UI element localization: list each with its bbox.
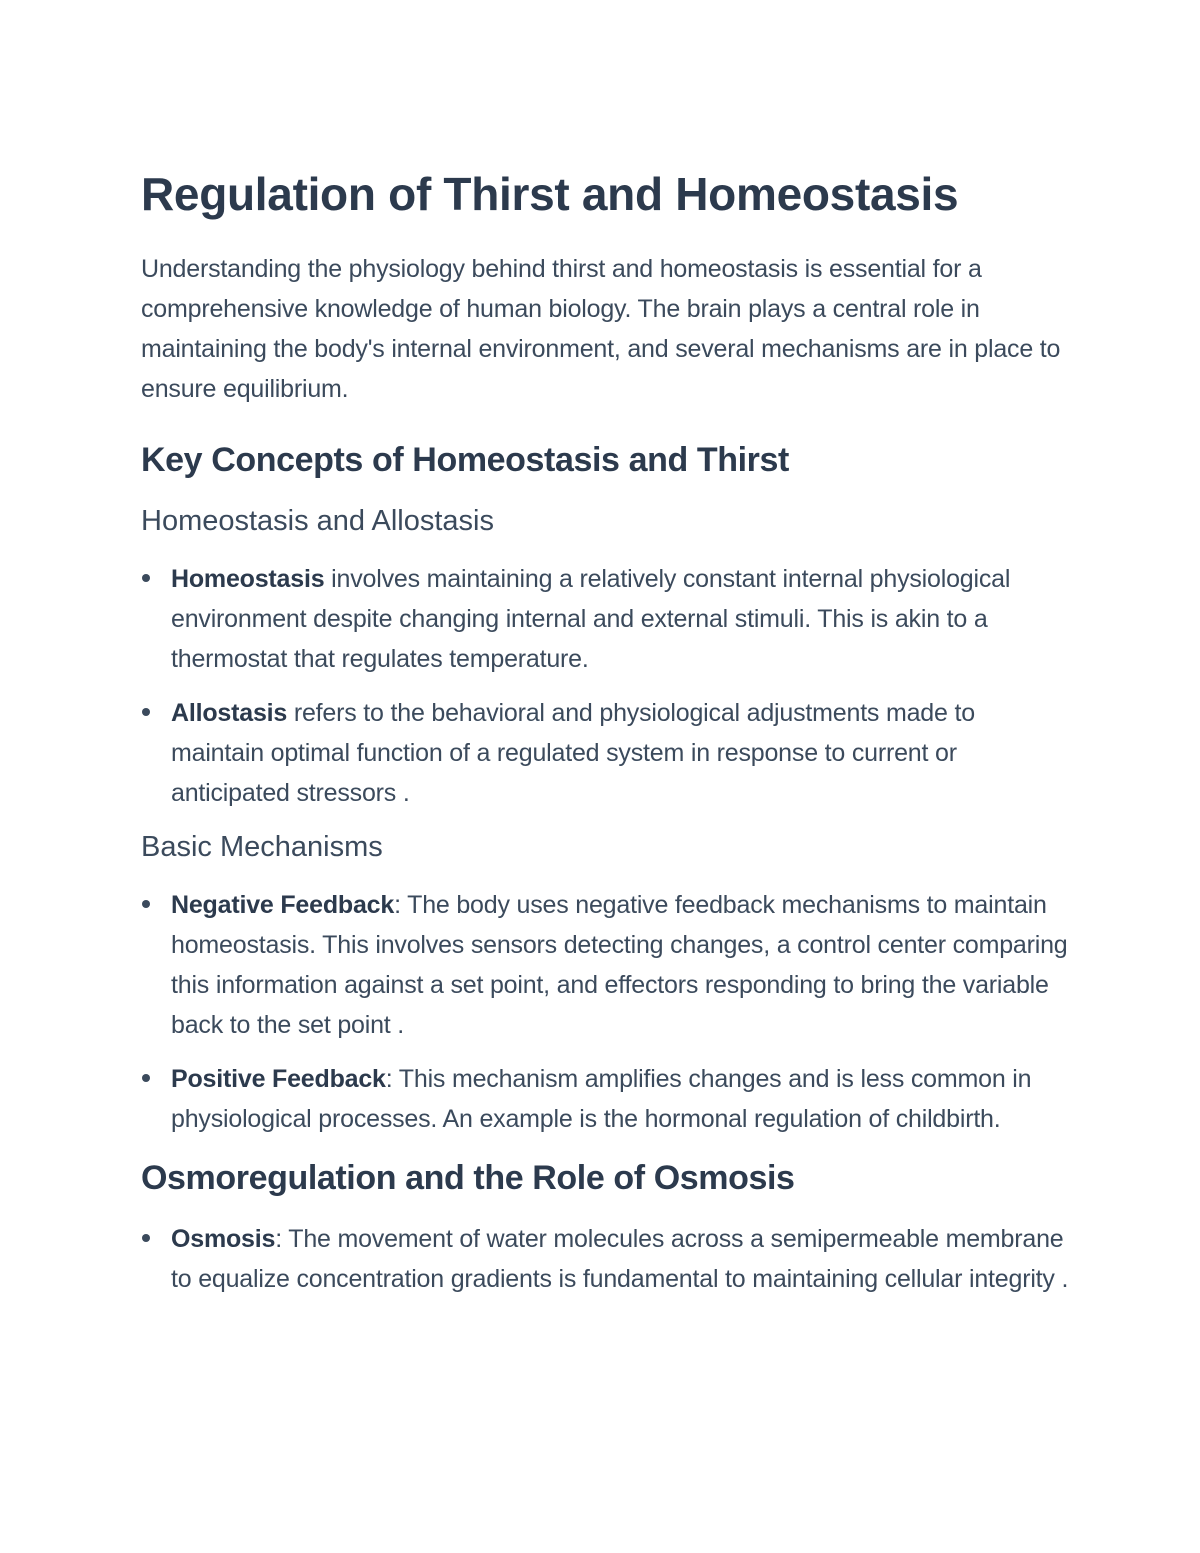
term-label: Allostasis — [171, 699, 288, 727]
subheading-homeostasis-allostasis: Homeostasis and Allostasis — [141, 505, 494, 537]
intro-paragraph: Understanding the physiology behind thirst and homeostasis is essential for a comprehensive knowledge of human biology. The brain plays a central role in maintaining the body's internal environment, and several mechanisms are in place to ensure equilibrium. — [141, 255, 1061, 403]
list-item — [141, 559, 1071, 679]
term-description: refers to the behavioral and physiological adjustments made to maintain optimal function of a regulated system in response to current or anticipated stressors . — [171, 699, 975, 807]
list-homeostasis-allostasis — [141, 559, 1071, 813]
term-description: : The body uses negative feedback mechanisms to maintain homeostasis. This involves sensors detecting changes, a control center comparing this information against a set point, and effectors responding to bring the variable back to the set point . — [171, 891, 1068, 1039]
bullet-icon — [142, 1234, 150, 1242]
list-item — [141, 1219, 1071, 1299]
subheading-basic-mechanisms: Basic Mechanisms — [141, 831, 383, 863]
term-label: Negative Feedback — [171, 891, 395, 919]
bullet-icon — [142, 900, 150, 908]
section-heading-key-concepts: Key Concepts of Homeostasis and Thirst — [141, 441, 789, 479]
term-label: Osmosis — [171, 1225, 276, 1253]
list-item — [141, 1059, 1071, 1139]
page-title: Regulation of Thirst and Homeostasis — [141, 168, 959, 220]
document-page — [141, 163, 1071, 1313]
bullet-icon — [142, 574, 150, 582]
bullet-icon — [142, 708, 150, 716]
term-label: Positive Feedback — [171, 1065, 386, 1093]
term-description: : This mechanism amplifies changes and is less common in physiological processes. An example is the hormonal regulation of childbirth. — [171, 1065, 1032, 1133]
term-label: Homeostasis — [171, 565, 325, 593]
term-description: : The movement of water molecules across a semipermeable membrane to equalize concentration gradients is fundamental to maintaining cellular integrity . — [171, 1225, 1069, 1293]
list-item — [141, 885, 1071, 1045]
list-basic-mechanisms — [141, 885, 1071, 1139]
list-osmoregulation — [141, 1219, 1071, 1299]
section-heading-osmoregulation: Osmoregulation and the Role of Osmosis — [141, 1159, 795, 1197]
bullet-icon — [142, 1074, 150, 1082]
term-description: involves maintaining a relatively constant internal physiological environment despite changing internal and external stimuli. This is akin to a thermostat that regulates temperature. — [171, 565, 1011, 673]
list-item — [141, 693, 1071, 813]
